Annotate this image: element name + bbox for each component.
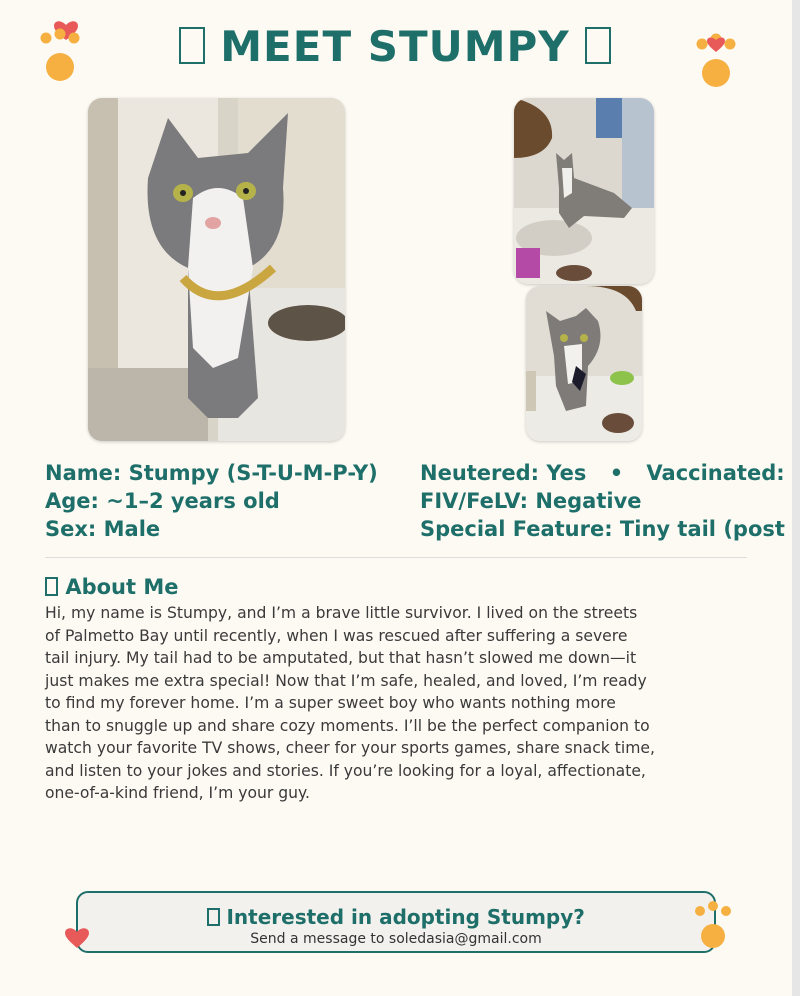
paw-decoration-bottom-right xyxy=(692,898,734,952)
age-detail: Age: ~1–2 years old xyxy=(45,489,280,513)
special-feature-detail: Special Feature: Tiny tail (post xyxy=(420,517,785,541)
adopt-contact: Send a message to soledasia@gmail.com xyxy=(250,931,542,947)
page-title-text: MEET STUMPY xyxy=(220,22,570,71)
sex-detail: Sex: Male xyxy=(45,517,161,541)
adopt-heading xyxy=(78,905,714,929)
stumpy-counter-photo xyxy=(526,286,642,441)
bullet-separator: • xyxy=(609,461,624,485)
page-title xyxy=(0,22,790,71)
vaccinated-detail: Vaccinated: xyxy=(646,461,785,485)
adopt-callout xyxy=(76,891,716,953)
stumpy-sink-photo xyxy=(514,98,654,284)
neutered-detail: Neutered: Yes xyxy=(420,461,587,485)
about-heading xyxy=(45,575,178,599)
about-heading-text: About Me xyxy=(65,575,179,599)
adopt-heading-text: Interested in adopting Stumpy? xyxy=(226,905,585,929)
about-body: Hi, my name is Stumpy, and I’m a brave little survivor. I lived on the streets of Palmetto Bay until recently, when I was rescued after suffering a severe tail injury. My tail had to be amputated, but that hasn’t slowed me down—it just makes me extra special! Now that I’m safe, healed, and loved, I’m ready to find my forever home. I’m a super sweet boy who wants nothing more than to snuggle up and share cozy moments. I’ll be the perfect companion to watch your favorite TV shows, cheer for your sports games, share snack time, and listen to your jokes and stories. If you’re looking for a loyal, affectionate, one-of-a-kind friend, I’m your guy. xyxy=(45,604,655,802)
details-left xyxy=(45,459,378,543)
neutered-vaccinated-row xyxy=(420,459,800,487)
fiv-detail: FIV/FeLV: Negative xyxy=(420,489,642,513)
stumpy-main-photo xyxy=(88,98,345,441)
paw-icon xyxy=(45,577,58,596)
name-detail: Name: Stumpy (S-T-U-M-P-Y) xyxy=(45,461,378,485)
paw-icon xyxy=(179,27,205,65)
details-right xyxy=(420,459,800,543)
paw-icon xyxy=(585,27,611,65)
paw-icon xyxy=(207,908,219,926)
heart-icon xyxy=(64,926,90,950)
divider xyxy=(45,557,747,558)
